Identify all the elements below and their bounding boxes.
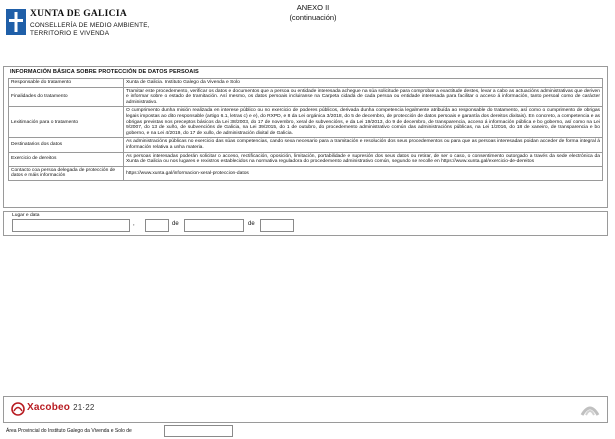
table-row <box>9 107 603 138</box>
row-label: Destinatarios dos datos <box>9 138 124 152</box>
row-label: Finalidades do tratamento <box>9 87 124 107</box>
table-row <box>9 79 603 88</box>
org-name: XUNTA DE GALICIA <box>30 9 127 19</box>
annex-heading <box>268 3 358 23</box>
de-label-1: de <box>172 221 179 227</box>
data-protection-title: INFORMACIÓN BÁSICA SOBRE PROTECCIÓN DE DATOS PERSOAIS <box>10 69 199 75</box>
area-provincial-label: Área Provincial do Instituto Galego da Vivenda e Solo de <box>6 428 132 434</box>
xacobeo-text: Xacobeo <box>27 402 71 413</box>
table-row <box>9 152 603 166</box>
area-provincial-input[interactable] <box>164 425 233 437</box>
place-input[interactable] <box>12 219 130 232</box>
data-protection-table <box>8 78 603 181</box>
org-subtitle-line2: TERRITORIO E VIVENDA <box>30 30 110 37</box>
xacobeo-logo <box>27 402 95 413</box>
annex-subtitle: (continuación) <box>289 13 337 22</box>
row-label: Exercicio de dereitos <box>9 152 124 166</box>
table-row <box>9 138 603 152</box>
row-value: As persoas interesadas poderán solicitar o acceso, rectificación, oposición, limitación, portabilidade e supresión dos seus datos ou retirar, de ser o caso, o consentimento outorgado a través da sede electrónica da Xunta de Galicia ou nos lugares e rexistros establecidos na normativa reguladora do procedemento administrativo común, segundo se recolle en https://www.xunta.gal/exercicio-de-dereitos <box>124 152 603 166</box>
year-input[interactable] <box>260 219 294 232</box>
place-date-label: Lugar e data <box>12 213 40 218</box>
xacobeo-year: 21·22 <box>73 403 95 412</box>
row-value: https://www.xunta.gal/informacion-xeral-proteccion-datos <box>124 166 603 180</box>
row-value: Xunta de Galicia. Instituto Galego da Vivenda e Solo <box>124 79 603 88</box>
table-row <box>9 166 603 180</box>
table-row <box>9 87 603 107</box>
xacobeo-swirl-icon <box>11 402 25 416</box>
galicia-logo-icon <box>580 401 600 417</box>
row-label: Lexitimación para o tratamento <box>9 107 124 138</box>
row-label: Contacto coa persoa delegada de protección de datos e máis información <box>9 166 124 180</box>
org-subtitle <box>30 22 150 38</box>
row-label: Responsable do tratamento <box>9 79 124 88</box>
annex-title: ANEXO II <box>296 3 330 12</box>
comma-separator: , <box>133 221 135 227</box>
xunta-cross-logo-icon <box>6 9 26 35</box>
month-input[interactable] <box>184 219 244 232</box>
row-value: As administracións públicas no exercicio das súas competencias, cando sexa necesario para a tramitación e resolución dos seus procedementos ou para que as persoas interesadas poidan acceder de forma integral á información relativa a unha materia. <box>124 138 603 152</box>
de-label-2: de <box>248 221 255 227</box>
org-subtitle-line1: CONSELLERÍA DE MEDIO AMBIENTE, <box>30 22 150 29</box>
row-value: O cumprimento dunha misión realizada en interese público ou no exercicio de poderes públicos, derivada dunha competencia legalmente atribuída ao responsable do tratamento, así como o cumprimento de obrigas legais impostas ao dito responsable (artigo 6.1, letras c) e e), do RXPD, e 8 da Lei orgánica 3/2018, do 5 de decembro, de protección de datos persoais e garantía dos dereitos dixitais). En concreto, a competencia e as obrigas previstas nos preceptos básicos da Lei 38/2003, do 17 de novembro, xeral de subvencións, e da Lei 19/2013, do 9 de decembro, de transparencia, acceso á información pública e bo goberno, así como na Lei 9/2007, do 13 de xuño, de subvencións de Galicia, na Lei 39/2015, do 1 de outubro, do procedemento administrativo común das administracións públicas, na Lei 1/2016, do 18 de xaneiro, de transparencia e bo goberno, e na Lei 4/2019, do 17 de xullo, de administración dixital de Galicia. <box>124 107 603 138</box>
day-input[interactable] <box>145 219 169 232</box>
row-value: Tramitar este procedemento, verificar os datos e documentos que a persoa ou entidade interesada achegue na súa solicitude para comprobar a exactitude destes, levar a cabo as actuacións administrativas que deriven e informar sobre o estado de tramitación. Así mesmo, os datos persoais incluiranse na Carpeta cidadá de cada persoa ou entidade interesada para facilitar o acceso á información, tanto persoal como de carácter administrativo. <box>124 87 603 107</box>
